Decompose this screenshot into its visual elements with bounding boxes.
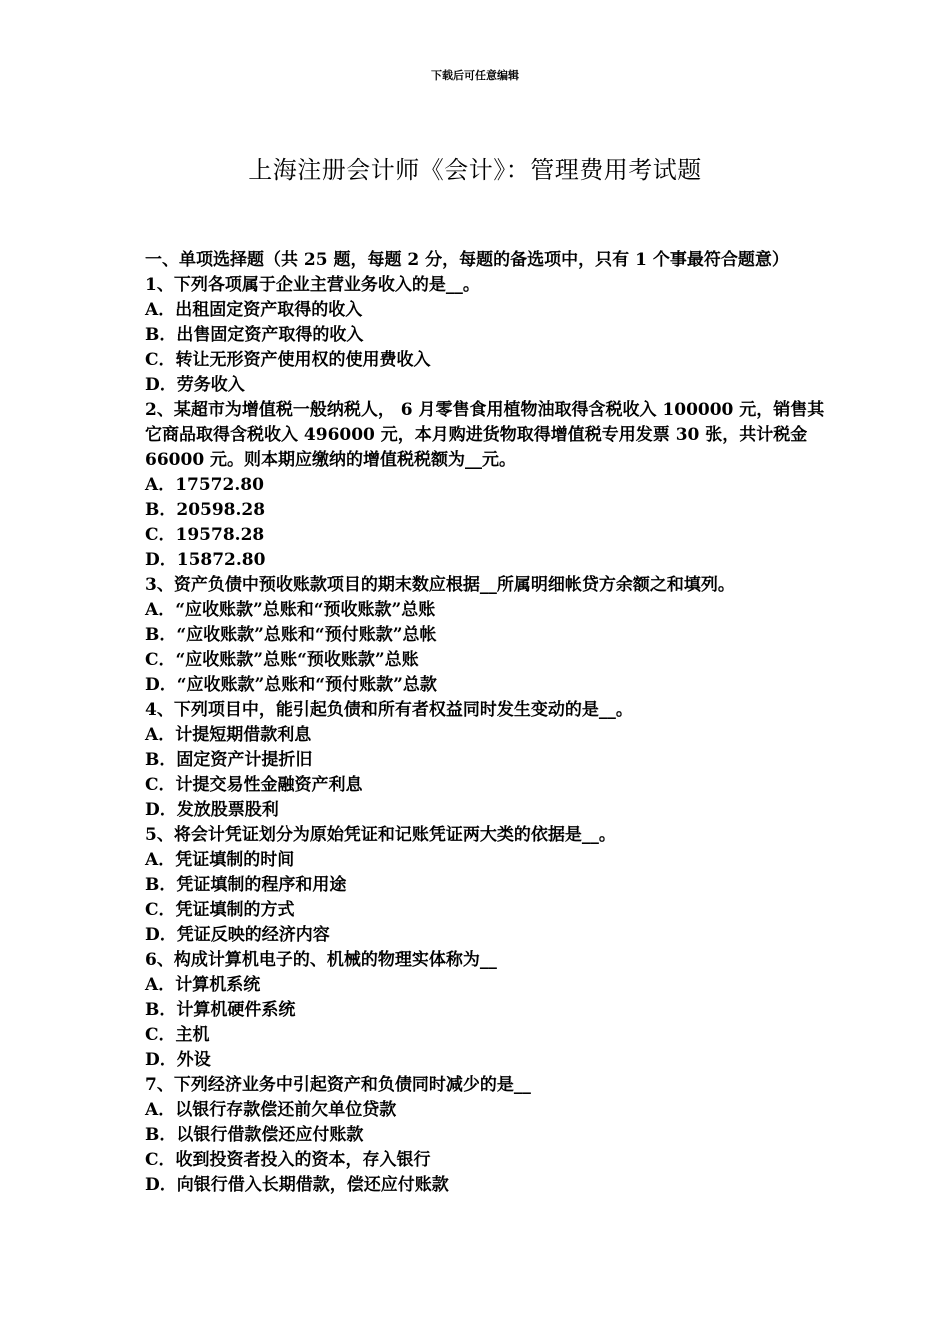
page-title: 上海注册会计师《会计》：管理费用考试题 <box>248 156 702 184</box>
header-note: 下载后可任意编辑 <box>431 69 519 82</box>
answer-option: C．收到投资者投入的资本，存入银行 <box>145 1150 431 1170</box>
answer-option: C．转让无形资产使用权的使用费收入 <box>145 350 431 370</box>
question-stem: 2、某超市为增值税一般纳税人， 6 月零售食用植物油取得含税收入 100000 元，销售其它商品取得含税收入 496000 元，本月购进货物取得增值税专用发票 30 张，共计税金 66000 元。则本期应缴纳的增值税税额为__元。 <box>145 400 825 470</box>
answer-option: B．以银行借款偿还应付账款 <box>145 1125 364 1145</box>
question-item <box>145 398 825 573</box>
question-item <box>145 823 825 948</box>
answer-option: D．劳务收入 <box>145 375 245 395</box>
answer-option: D．向银行借入长期借款，偿还应付账款 <box>145 1175 449 1195</box>
answer-option: C．主机 <box>145 1025 210 1045</box>
question-stem: 6、构成计算机电子的、机械的物理实体称为__ <box>145 950 497 970</box>
question-list <box>145 273 825 1198</box>
answer-option: C．凭证填制的方式 <box>145 900 295 920</box>
answer-option: D．“应收账款”总账和“预付账款”总款 <box>145 675 437 695</box>
answer-option: B．固定资产计提折旧 <box>145 750 313 770</box>
answer-option: D．凭证反映的经济内容 <box>145 925 330 945</box>
answer-option: A．计算机系统 <box>145 975 261 995</box>
answer-option: A．“应收账款”总账和“预收账款”总账 <box>145 600 436 620</box>
answer-option: B．20598.28 <box>145 500 266 520</box>
answer-option: C．19578.28 <box>145 525 265 545</box>
answer-option: B．计算机硬件系统 <box>145 1000 296 1020</box>
answer-option: B．凭证填制的程序和用途 <box>145 875 347 895</box>
question-item <box>145 273 825 398</box>
question-item <box>145 698 825 823</box>
answer-option: C．“应收账款”总账“预收账款”总账 <box>145 650 419 670</box>
question-stem: 3、资产负债中预收账款项目的期末数应根据__所属明细帐贷方余额之和填列。 <box>145 575 735 595</box>
answer-option: A．以银行存款偿还前欠单位贷款 <box>145 1100 397 1120</box>
answer-option: A．出租固定资产取得的收入 <box>145 300 363 320</box>
question-item <box>145 948 825 1073</box>
section-heading: 一、单项选择题（共 25 题，每题 2 分，每题的备选项中，只有 1 个事最符合题意） <box>145 250 789 270</box>
answer-option: A．计提短期借款利息 <box>145 725 312 745</box>
exam-content <box>145 248 825 1198</box>
question-stem: 7、下列经济业务中引起资产和负债同时减少的是__ <box>145 1075 531 1095</box>
answer-option: D．发放股票股利 <box>145 800 279 820</box>
answer-option: B．出售固定资产取得的收入 <box>145 325 364 345</box>
question-item <box>145 573 825 698</box>
answer-option: B．“应收账款”总账和“预付账款”总帐 <box>145 625 437 645</box>
answer-option: D．15872.80 <box>145 550 266 570</box>
answer-option: A．凭证填制的时间 <box>145 850 295 870</box>
answer-option: C．计提交易性金融资产利息 <box>145 775 363 795</box>
question-stem: 5、将会计凭证划分为原始凭证和记账凭证两大类的依据是__。 <box>145 825 616 845</box>
question-stem: 1、下列各项属于企业主营业务收入的是__。 <box>145 275 480 295</box>
answer-option: A．17572.80 <box>145 475 264 495</box>
question-stem: 4、下列项目中，能引起负债和所有者权益同时发生变动的是__。 <box>145 700 633 720</box>
answer-option: D．外设 <box>145 1050 211 1070</box>
question-item <box>145 1073 825 1198</box>
